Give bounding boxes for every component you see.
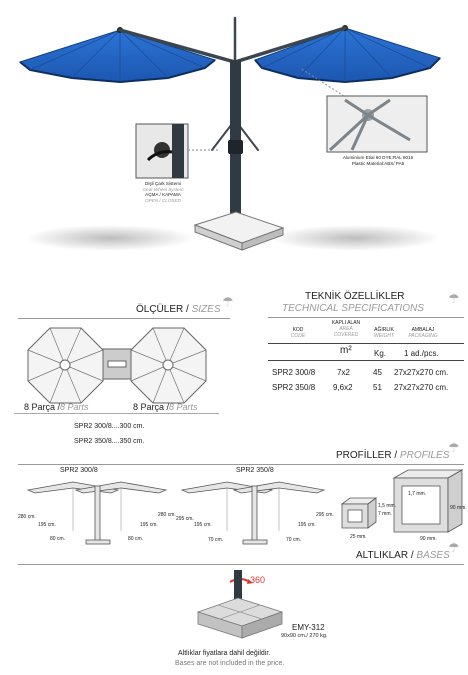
base-spec: 90x90 cm./ 270 kg. (281, 633, 328, 639)
profile-model-2: SPR2 350/8 (236, 467, 274, 474)
hero-base (195, 212, 283, 250)
ground-shadow-left (25, 225, 195, 251)
col-header-code: KOD CODE (290, 327, 306, 339)
profile-large-height: 90 mm. (450, 505, 467, 511)
profile-sections (336, 468, 464, 542)
umbrella-icon: ☂ (448, 540, 460, 555)
gear-wheel-caption (132, 181, 194, 203)
profile-large-thickness: 1,7 mm. (408, 491, 427, 497)
col-header-weight: AĞIRLIK WEIGHT (374, 327, 394, 339)
row2-packaging: 27x27x270 cm. (394, 383, 449, 392)
dim-r-4: 195 cm. (298, 522, 316, 528)
row2-weight: 51 (373, 383, 382, 392)
umbrella-icon: ☂ (222, 294, 234, 309)
row2-area: 9,6x2 (333, 383, 353, 392)
umbrella-icon: ☂ (448, 291, 460, 306)
base-illustration (190, 568, 286, 644)
profile-small-thickness: 1,5 mm. (378, 503, 397, 509)
unit-area: m² (340, 345, 352, 356)
base-model: EMY-312 (292, 623, 325, 632)
dim-r-6: 295 cm. (316, 512, 334, 518)
ground-shadow-right (270, 225, 440, 251)
tech-heading-en: TECHNICAL SPECIFICATIONS (282, 303, 424, 314)
gear-caption-title-en: Gear Wheel System (142, 186, 184, 192)
gear-housing (228, 140, 243, 154)
dim-r-3: 70 cm. (208, 537, 224, 543)
parts-label-left: 8 Parça /8 Parts (24, 402, 89, 412)
bases-note-tr: Altlıklar fiyatlara dahil değildir. (178, 650, 271, 657)
left-canopy (20, 27, 215, 82)
dim-r-5: 70 cm. (286, 537, 302, 543)
unit-packaging: 1 ad./pcs. (404, 349, 439, 358)
gear-caption-action: AÇMA / KAPAMA (145, 192, 181, 198)
col-header-packaging: AMBALAJ PACKAGING (408, 327, 438, 339)
right-canopy (255, 25, 440, 82)
bases-rule (18, 564, 464, 565)
row1-weight: 45 (373, 368, 382, 377)
dim-l-3: 80 cm. (50, 536, 66, 542)
profiles-rule (18, 464, 464, 465)
sizes-diagram (14, 322, 219, 414)
row1-code: SPR2 300/8 (272, 368, 316, 377)
bases-note-en: Bases are not included in the price. (175, 660, 285, 667)
dim-l-5: 80 cm. (128, 536, 144, 542)
profile-model-1: SPR2 300/8 (60, 467, 98, 474)
units-rule (268, 360, 464, 361)
row1-area: 7x2 (337, 368, 350, 377)
rib-joint-photo (327, 96, 427, 152)
size-note-2: SPR2 350/8....350 cm. (74, 438, 145, 445)
hero-umbrella-illustration (0, 0, 468, 260)
gear-wheel-photo (136, 124, 188, 178)
gear-caption-action-en: OPEN / CLOSED (145, 197, 181, 203)
gear-caption-title: Dişli Çark Sistemi (145, 181, 181, 186)
material-caption (322, 155, 434, 166)
dim-l-1: 280 cm. (18, 514, 36, 520)
size-note-1: SPR2 300/8....300 cm. (74, 423, 145, 430)
parts-label-right: 8 Parça /8 Parts (133, 402, 198, 412)
dim-r-2: 195 cm. (194, 522, 212, 528)
profile-large-width: 90 mm. (420, 536, 437, 542)
dim-l-6: 280 cm. (158, 512, 176, 518)
table-header-rule (268, 343, 464, 344)
tech-heading: TEKNİK ÖZELLİKLER (305, 291, 405, 302)
rotation-label: 360 (250, 575, 266, 585)
sizes-rule (18, 318, 230, 319)
material-caption-line2: Plastic Material:ABS/ PA6 (351, 160, 405, 166)
bases-heading: ALTLIKLAR / BASES (356, 550, 450, 561)
sizes-heading: ÖLÇÜLER / SIZES (136, 304, 221, 315)
col-header-area: KAPLI ALAN AREA COVERED (331, 320, 361, 338)
umbrella-icon: ☂ (448, 440, 460, 455)
dim-l-2: 195 cm. (38, 522, 56, 528)
dim-l-4: 195 cm. (140, 522, 158, 528)
profile-small-height: 7 mm. (378, 511, 392, 517)
unit-weight: Kg. (374, 349, 387, 358)
profile-small-width: 25 mm. (350, 534, 367, 540)
tech-rule (268, 317, 464, 318)
material-caption-line1: Aluminium Etial 60 DYE:RAL 9016 (342, 155, 414, 160)
row2-code: SPR2 350/8 (272, 383, 316, 392)
profiles-heading: PROFİLLER / PROFILES (336, 450, 450, 461)
dim-r-1: 295 cm. (176, 516, 194, 522)
row1-packaging: 27x27x270 cm. (394, 368, 449, 377)
